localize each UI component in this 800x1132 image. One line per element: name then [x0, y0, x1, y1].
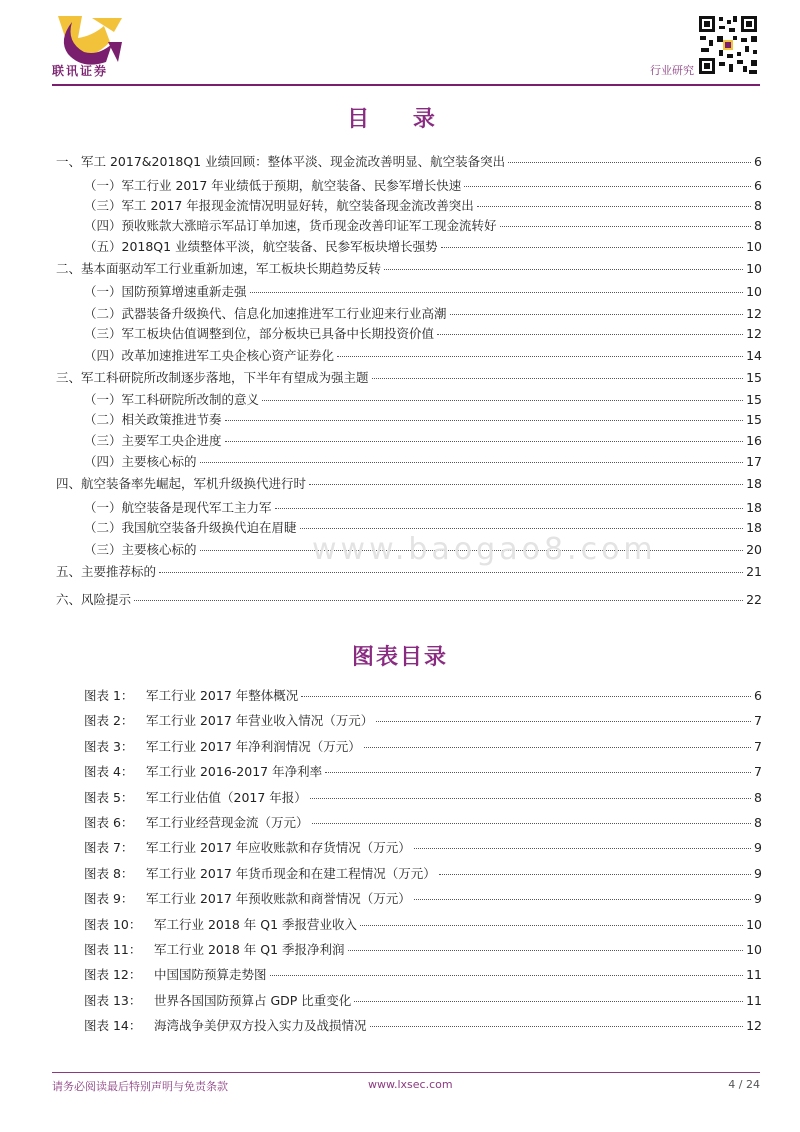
figure-entry-label: 图表 7：	[84, 840, 134, 855]
figure-entry-label: 图表 4：	[84, 764, 134, 779]
toc-entry-text: （四）主要核心标的	[84, 454, 197, 469]
toc-entry-text: （一）军工行业 2017 年业绩低于预期，航空装备、民参军增长快速	[84, 178, 462, 193]
figure-entry-text: 军工行业 2018 年 Q1 季报净利润	[154, 942, 345, 957]
figure-entry-text: 军工行业 2017 年应收账款和存货情况（万元）	[146, 840, 411, 855]
toc-leader-dots	[450, 314, 744, 315]
figure-leader-dots	[348, 950, 744, 951]
figure-entry-label: 图表 5：	[84, 790, 134, 805]
toc-leader-dots	[225, 441, 744, 442]
figure-entry[interactable]	[84, 889, 762, 909]
toc-leader-dots	[508, 162, 751, 163]
toc-entry-text: （四）改革加速推进军工央企核心资产证券化	[84, 348, 335, 363]
header-label: 行业研究	[650, 64, 694, 77]
figure-entry-page: 8	[754, 815, 762, 830]
figure-entry-text: 世界各国国防预算占 GDP 比重变化	[154, 993, 352, 1008]
toc-entry-page: 10	[746, 261, 762, 276]
toc-entry[interactable]	[56, 368, 762, 388]
toc-entry-page: 20	[746, 542, 762, 557]
figure-entry[interactable]	[84, 711, 762, 731]
toc-entry-text: 二、基本面驱动军工行业重新加速，军工板块长期趋势反转	[56, 261, 382, 276]
figure-entry-text: 军工行业经营现金流（万元）	[146, 815, 309, 830]
toc-entry-page: 15	[746, 412, 762, 427]
toc-entry-text: （三）军工 2017 年报现金流情况明显好转，航空装备现金流改善突出	[84, 198, 474, 213]
toc-leader-dots	[250, 292, 744, 293]
figure-entry-page: 6	[754, 688, 762, 703]
watermark: www.baogao8.com	[312, 532, 657, 567]
toc-entry-text: （四）预收账款大涨暗示军品订单加速，货币现金改善印证军工现金流转好	[84, 218, 497, 233]
toc-entry[interactable]	[56, 474, 762, 494]
toc-entry-page: 8	[754, 198, 762, 213]
figure-entry-label: 图表 6：	[84, 815, 134, 830]
figure-leader-dots	[414, 899, 751, 900]
figure-entry[interactable]	[84, 991, 762, 1011]
toc-entry-page: 18	[746, 476, 762, 491]
figure-entry-label: 图表 1：	[84, 688, 134, 703]
toc-entry-text: 五、主要推荐标的	[56, 564, 157, 579]
toc-leader-dots	[441, 247, 744, 248]
figure-entry[interactable]	[84, 864, 762, 884]
figure-entry-text: 军工行业 2017 年净利润情况（万元）	[146, 739, 361, 754]
figure-entry[interactable]	[84, 788, 762, 808]
figure-entry-label: 图表 8：	[84, 866, 134, 881]
toc-leader-dots	[225, 420, 744, 421]
toc-entry[interactable]	[84, 216, 762, 236]
figure-entry-label: 图表 10：	[84, 917, 142, 932]
toc-entry-page: 22	[746, 592, 762, 607]
toc-entry-text: （二）我国航空装备升级换代迫在眉睫	[84, 520, 297, 535]
figure-entry-page: 11	[746, 993, 762, 1008]
page-header	[0, 0, 800, 90]
toc-entry[interactable]	[56, 259, 762, 279]
toc-entry[interactable]	[84, 237, 762, 257]
figure-entry-text: 军工行业 2016-2017 年净利率	[146, 764, 323, 779]
toc-entry-text: （一）航空装备是现代军工主力军	[84, 500, 272, 515]
figure-entry-text: 军工行业 2018 年 Q1 季报营业收入	[154, 917, 357, 932]
figure-entry[interactable]	[84, 915, 762, 935]
figure-entry-page: 8	[754, 790, 762, 805]
toc-entry-text: （五）2018Q1 业绩整体平淡，航空装备、民参军板块增长强势	[84, 239, 438, 254]
figure-entry-page: 7	[754, 713, 762, 728]
toc-entry-page: 10	[746, 239, 762, 254]
toc-entry[interactable]	[84, 282, 762, 302]
toc-entry-page: 21	[746, 564, 762, 579]
figure-entry-text: 海湾战争美伊双方投入实力及战损情况	[154, 1018, 367, 1033]
toc-entry-page: 16	[746, 433, 762, 448]
figure-leader-dots	[364, 747, 751, 748]
toc-entry-page: 18	[746, 520, 762, 535]
figure-entry-text: 军工行业估值（2017 年报）	[146, 790, 307, 805]
figure-entry[interactable]	[84, 965, 762, 985]
toc-entry-text: 一、军工 2017&2018Q1 业绩回顾：整体平淡、现金流改善明显、航空装备突出	[56, 154, 506, 169]
figure-leader-dots	[370, 1026, 744, 1027]
figure-entry-label: 图表 2：	[84, 713, 134, 728]
toc-entry-page: 12	[746, 306, 762, 321]
figure-leader-dots	[360, 925, 743, 926]
figure-entry[interactable]	[84, 838, 762, 858]
figure-entry[interactable]	[84, 737, 762, 757]
toc-leader-dots	[384, 269, 743, 270]
toc-leader-dots	[200, 462, 744, 463]
toc-entry[interactable]	[84, 346, 762, 366]
toc-leader-dots	[437, 334, 743, 335]
footer-disclaimer[interactable]: 请务必阅读最后特别声明与免责条款	[52, 1080, 228, 1093]
toc-entry-text: 六、风险提示	[56, 592, 132, 607]
toc-leader-dots	[372, 378, 744, 379]
toc-entry-text: （二）武器装备升级换代、信息化加速推进军工行业迎来行业高潮	[84, 306, 447, 321]
figure-entry-page: 11	[746, 967, 762, 982]
figure-entry[interactable]	[84, 940, 762, 960]
toc-entry[interactable]	[84, 196, 762, 216]
toc-entry-text: 四、航空装备率先崛起，军机升级换代进行时	[56, 476, 307, 491]
figure-entry-label: 图表 13：	[84, 993, 142, 1008]
figure-entry-label: 图表 3：	[84, 739, 134, 754]
figure-leader-dots	[376, 721, 751, 722]
figure-entry[interactable]	[84, 762, 762, 782]
figure-entry-page: 9	[754, 891, 762, 906]
toc-entry[interactable]	[84, 176, 762, 196]
toc-entry-text: （三）军工板块估值调整到位，部分板块已具备中长期投资价值	[84, 326, 435, 341]
figure-entry[interactable]	[84, 813, 762, 833]
toc-entry-page: 10	[746, 284, 762, 299]
figure-entry-text: 军工行业 2017 年预收账款和商誉情况（万元）	[146, 891, 411, 906]
toc-leader-dots	[464, 186, 751, 187]
figure-entry-label: 图表 11：	[84, 942, 142, 957]
toc-entry-page: 15	[746, 392, 762, 407]
figure-leader-dots	[354, 1001, 743, 1002]
toc-leader-dots	[159, 572, 743, 573]
toc-leader-dots	[262, 400, 743, 401]
toc-entry-text: 三、军工科研院所改制逐步落地，下半年有望成为强主题	[56, 370, 369, 385]
figure-entry-label: 图表 12：	[84, 967, 142, 982]
figure-entry-page: 10	[746, 917, 762, 932]
toc-entry[interactable]	[84, 390, 762, 410]
figure-entry-page: 9	[754, 840, 762, 855]
qr-code-icon	[697, 14, 759, 76]
figure-entry-page: 9	[754, 866, 762, 881]
toc-entry-page: 6	[754, 178, 762, 193]
toc-entry[interactable]	[56, 590, 762, 610]
figure-entry-page: 7	[754, 764, 762, 779]
header-divider	[52, 84, 760, 86]
toc-entry[interactable]	[84, 498, 762, 518]
toc-entry-page: 12	[746, 326, 762, 341]
toc-entry[interactable]	[84, 304, 762, 324]
figure-entry-page: 12	[746, 1018, 762, 1033]
toc-entry[interactable]	[84, 452, 762, 472]
toc-entry-page: 15	[746, 370, 762, 385]
figure-leader-dots	[312, 823, 752, 824]
toc-entry[interactable]	[84, 324, 762, 344]
toc-entry-text: （三）主要核心标的	[84, 542, 197, 557]
figure-entry-text: 军工行业 2017 年营业收入情况（万元）	[146, 713, 374, 728]
figure-entry-text: 军工行业 2017 年整体概况	[146, 688, 299, 703]
figure-entry-label: 图表 14：	[84, 1018, 142, 1033]
toc-entry-text: （三）主要军工央企进度	[84, 433, 222, 448]
logo-text: 联讯证券	[52, 64, 109, 78]
figures-title: 图表目录	[351, 645, 448, 670]
toc-leader-dots	[337, 356, 743, 357]
toc-entry-text: （一）国防预算增速重新走强	[84, 284, 247, 299]
toc-entry[interactable]	[84, 410, 762, 430]
figure-leader-dots	[414, 848, 751, 849]
toc-entry[interactable]	[56, 152, 762, 172]
footer-page-number: 4 / 24	[728, 1078, 760, 1091]
figure-entry-text: 中国国防预算走势图	[154, 967, 267, 982]
figure-entry-text: 军工行业 2017 年货币现金和在建工程情况（万元）	[146, 866, 436, 881]
footer-divider	[52, 1072, 760, 1073]
toc-entry-text: （二）相关政策推进节奏	[84, 412, 222, 427]
figure-leader-dots	[310, 798, 751, 799]
figure-entry-label: 图表 9：	[84, 891, 134, 906]
toc-entry-text: （一）军工科研院所改制的意义	[84, 392, 260, 407]
toc-leader-dots	[275, 508, 744, 509]
toc-leader-dots	[300, 528, 744, 529]
footer-website[interactable]: www.lxsec.com	[368, 1078, 453, 1091]
figure-leader-dots	[270, 975, 744, 976]
figure-leader-dots	[325, 772, 751, 773]
toc-entry-page: 18	[746, 500, 762, 515]
toc-leader-dots	[477, 206, 751, 207]
figure-entry[interactable]	[84, 1016, 762, 1036]
figure-leader-dots	[439, 874, 751, 875]
figure-entry[interactable]	[84, 686, 762, 706]
toc-leader-dots	[500, 226, 752, 227]
toc-entry-page: 8	[754, 218, 762, 233]
toc-leader-dots	[134, 600, 743, 601]
toc-entry-page: 14	[746, 348, 762, 363]
figure-entry-page: 10	[746, 942, 762, 957]
figure-entry-page: 7	[754, 739, 762, 754]
figure-leader-dots	[301, 696, 751, 697]
toc-entry[interactable]	[84, 431, 762, 451]
toc-title: 目 录	[347, 107, 453, 132]
toc-entry-page: 17	[746, 454, 762, 469]
toc-entry-page: 6	[754, 154, 762, 169]
toc-leader-dots	[309, 484, 743, 485]
